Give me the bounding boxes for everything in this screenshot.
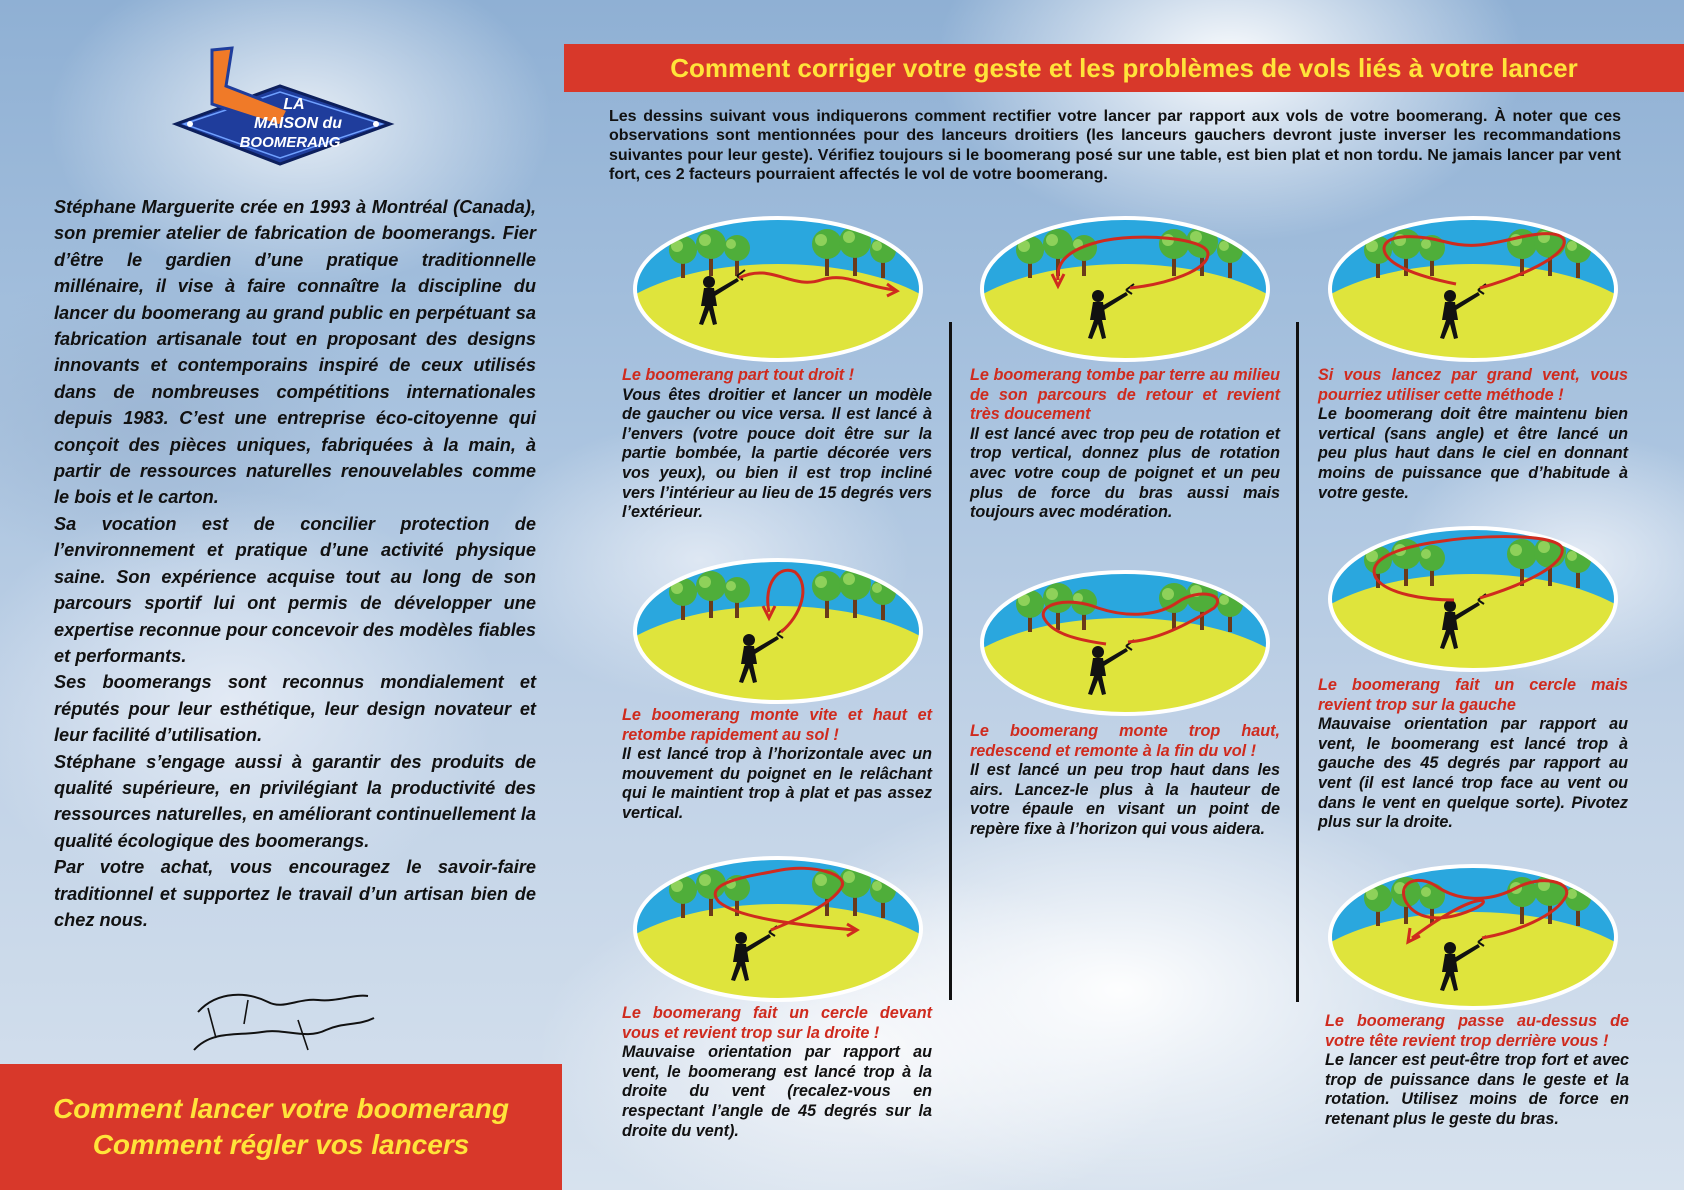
right-title-banner <box>564 44 1684 92</box>
problem-caption <box>622 366 932 523</box>
problem-body: Il est lancé avec trop peu de rotation et trop vertical, donnez plus de rotation avec votre coup de poignet et un peu plus de force du bras aussi mais toujours avec modération. <box>970 424 1280 522</box>
left-banner-line-1: Comment lancer votre boomerang <box>53 1093 509 1124</box>
logo-text-2: MAISON du <box>254 115 342 132</box>
column-divider <box>1296 322 1299 1002</box>
illustration-too-high <box>978 568 1272 718</box>
problem-body: Il est lancé trop à l’horizontale avec un mouvement du poignet en le relâchant qui le maintient trop à plat et pas assez vertical. <box>622 745 932 822</box>
lead-paragraph: Les dessins suivant vous indiquerons comment rectifier votre lancer par rapport aux vols de votre boomerang. À noter que ces observations sont mentionnées pour des lanceurs droitiers (les lanceurs gauchers devront juste inverser les recommandations suivantes pour leur geste). Vérifiez toujours si le boomerang posé sur une table, est bien plat et non tordu. Ne jamais lancer par vent fort, ces 2 facteurs pourraient affectés le vol de votre boomerang. <box>609 108 1621 184</box>
illustration-circle-left <box>1326 524 1620 674</box>
problem-body: Le lancer est peut-être trop fort et avec trop de puissance dans le geste et la rotation. Utilisez moins de force en retenant plus le geste du bras. <box>1325 1051 1629 1128</box>
problem-title: Le boomerang tombe par terre au milieu de son parcours de retour et revient très doucement <box>970 366 1280 424</box>
intro-paragraph: Sa vocation est de concilier protection de l’environnement et pratique d’une activité physique saine. Son expérience acquise tout au long de son parcours sportif lui ont permis de développer une expertise reconnue pour concevoir des modèles fiables et performants. <box>54 513 536 666</box>
problem-caption <box>970 722 1280 840</box>
illustration-circle-right <box>631 854 925 1004</box>
illustration-overhead <box>1326 862 1620 1012</box>
intro-paragraph: Ses boomerangs sont reconnus mondialement et réputés pour leur esthétique, leur design novateur et leur facilité d’utilisation. <box>54 672 536 746</box>
problem-title: Le boomerang part tout droit ! <box>622 366 855 384</box>
problem-title: Le boomerang passe au-dessus de votre tête revient trop derrière vous ! <box>1325 1012 1629 1050</box>
left-title-banner <box>0 1064 562 1190</box>
problem-caption <box>1318 676 1628 833</box>
problem-caption <box>622 706 932 824</box>
logo-text-1: LA <box>283 96 305 113</box>
problem-title: Si vous lancez par grand vent, vous pourriez utiliser cette méthode ! <box>1318 366 1628 404</box>
problem-body: Le boomerang doit être maintenu bien vertical (sans angle) et être lancé un peu plus haut dans le ciel en donnant moins de puissance que d’habitude à votre geste. <box>1318 405 1628 502</box>
problem-title: Le boomerang monte vite et haut et retombe rapidement au sol ! <box>622 706 932 744</box>
intro-paragraph: Par votre achat, vous encouragez le savoir-faire traditionnel et supportez le travail d’un artisan bien de chez nous. <box>54 857 536 930</box>
signature <box>188 980 378 1060</box>
problem-caption <box>622 1004 932 1141</box>
illustration-climbs-falls <box>631 556 925 706</box>
intro-text <box>54 194 536 933</box>
column-divider <box>949 322 952 1000</box>
right-banner-title: Comment corriger votre geste et les problèmes de vols liés à votre lancer <box>670 52 1578 83</box>
intro-paragraph: Stéphane Marguerite crée en 1993 à Montréal (Canada), son premier atelier de fabrication de boomerangs. Fier d’être le gardien d’une pratique traditionnelle millénaire, il vise à faire connaître la discipline du lancer du boomerang au grand public en perpétuant sa fabrication artisanale tout en proposant des designs innovants et contemporains inspiré de ceux utilisés dans de nombreuses compétitions internationales depuis 1983. C’est une entreprise éco-citoyenne qui conçoit des pièces uniques, fabriquées à la main, à partir de ressources naturelles renouvelables comme le bois et le carton. <box>54 197 536 508</box>
problem-caption <box>970 366 1280 523</box>
problem-body: Il est lancé un peu trop haut dans les airs. Lancez-le plus à la hauteur de votre épaule en visant un point de repère fixe à l’horizon qui vous aidera. <box>970 761 1280 838</box>
logo-text-3: BOOMERANG <box>239 134 341 151</box>
illustration-drops-midway <box>978 214 1272 364</box>
intro-paragraph: Stéphane s’engage aussi à garantir des produits de qualité supérieure, en privilégiant la productivité des ressources naturelles, en améliorant continuellement la qualité écologique des boomerangs. <box>54 751 536 851</box>
illustration-straight-flight <box>631 214 925 364</box>
problem-title: Le boomerang fait un cercle devant vous et revient trop sur la droite ! <box>622 1004 932 1042</box>
problem-caption <box>1325 1012 1629 1130</box>
problem-title: Le boomerang fait un cercle mais revient trop sur la gauche <box>1318 676 1628 714</box>
problem-body: Vous êtes droitier et lancer un modèle de gaucher ou vice versa. Il est lancé à l’envers (votre pouce doit être sur la partie bombée, la partie décorée vers vos yeux), ou bien il est trop incliné vers l’intérieur au lieu de 15 degrés vers l’extérieur. <box>622 385 932 522</box>
problem-title: Le boomerang monte trop haut, redescend et remonte à la fin du vol ! <box>970 722 1280 760</box>
problem-body: Mauvaise orientation par rapport au vent, le boomerang est lancé trop à la droite du vent (recalez-vous en respectant l’angle de 45 degrés sur la droite du vent). <box>622 1043 932 1140</box>
problem-caption <box>1318 366 1628 503</box>
brand-logo <box>168 46 398 176</box>
problem-body: Mauvaise orientation par rapport au vent, le boomerang est lancé trop à gauche des 45 degrés par rapport au vent (il est lancé trop face au vent ou dans le vent en quelque sorte). Pivotez plus sur la droite. <box>1318 715 1628 832</box>
illustration-strong-wind <box>1326 214 1620 364</box>
left-banner-line-2: Comment régler vos lancers <box>92 1129 470 1160</box>
